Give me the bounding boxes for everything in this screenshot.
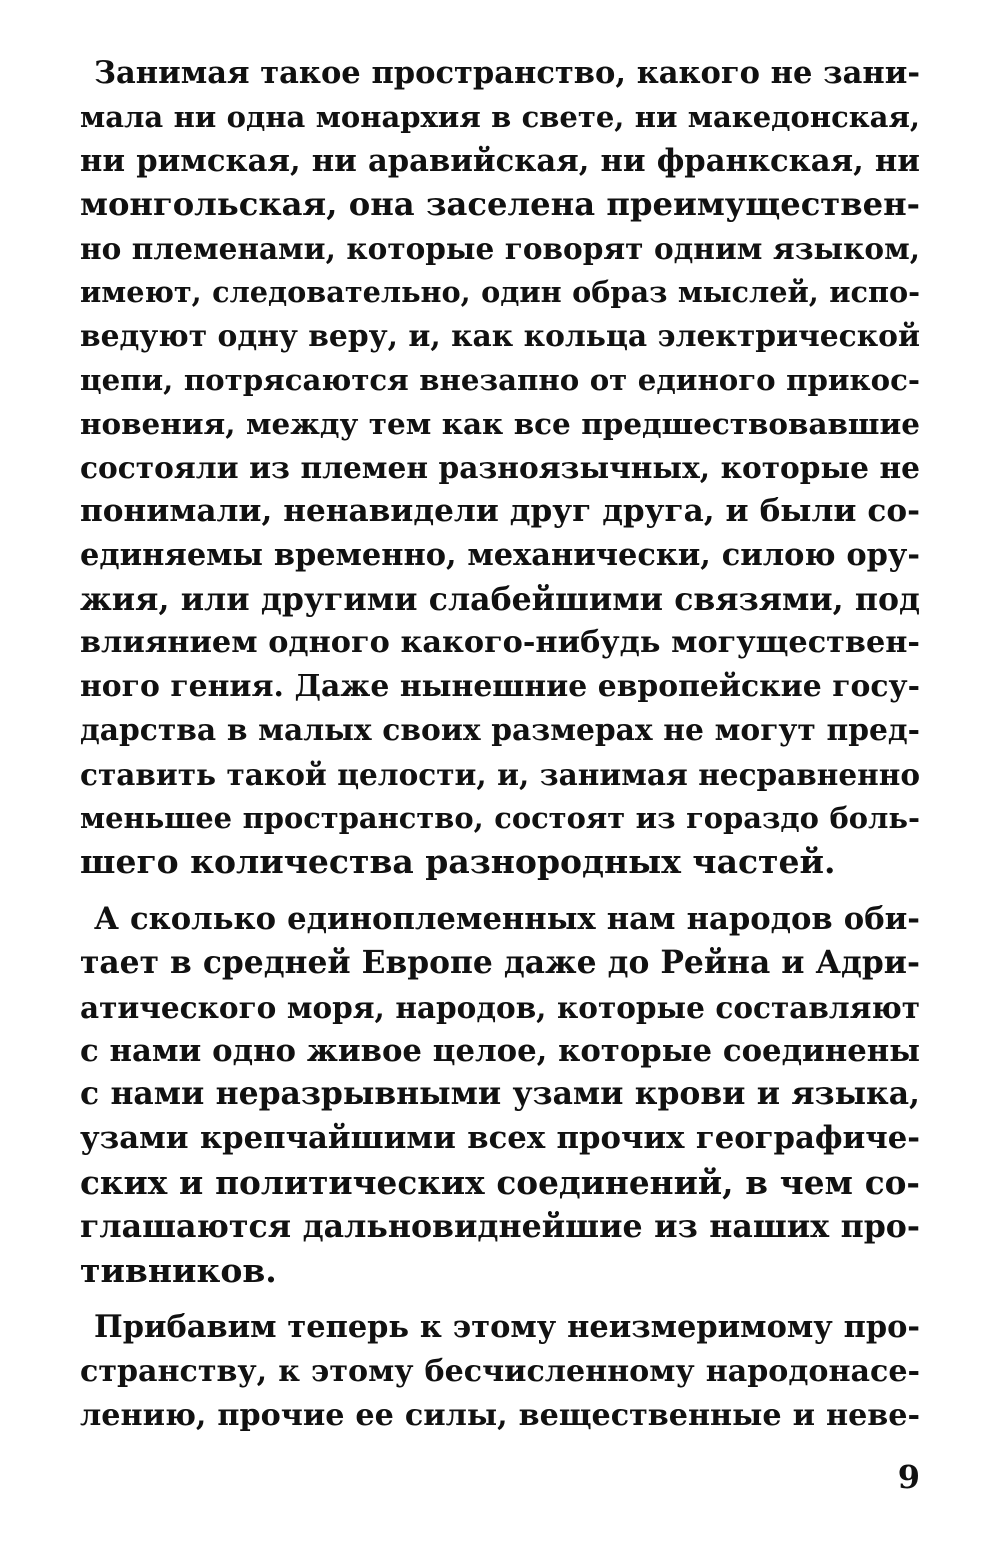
text-line: ни римская, ни аравийская, ни франкская, ни [80, 142, 920, 179]
paragraph-2 [80, 898, 920, 1292]
body-text [80, 52, 920, 1452]
text-line: имеют, следовательно, один образ мыслей, испо- [80, 274, 920, 309]
text-line: Прибавим теперь к этому неизмеримому про- [94, 1309, 920, 1346]
text-line: дарства в малых своих размерах не могут пред- [80, 712, 920, 748]
page-number: 9 [897, 1458, 920, 1496]
paragraph-3 [80, 1306, 920, 1437]
text-line: странству, к этому бесчисленному народонасе- [80, 1354, 920, 1390]
text-line: тает в средней Европе даже до Рейна и Адри- [80, 944, 920, 981]
text-line: влиянием одного какого-нибудь могуществен- [80, 625, 920, 661]
text-line: ских и политических соединений, в чем со- [80, 1162, 920, 1202]
text-line: лению, прочие ее силы, вещественные и неве- [80, 1397, 920, 1433]
text-line: шего количества разнородных частей. [80, 842, 836, 882]
text-line: новения, между тем как все предшествовавшие [80, 406, 920, 442]
text-line: понимали, ненавидели друг друга, и были со- [80, 492, 920, 529]
text-line: ставить такой целости, и, занимая несравненно [80, 756, 920, 792]
text-line: Занимая такое пространство, какого не зани- [94, 55, 920, 91]
text-line: но племенами, которые говорят одним языком, [80, 231, 920, 267]
text-line: меньшее пространство, состоят из гораздо боль- [80, 800, 920, 835]
text-line: состояли из племен разноязычных, которые не [80, 450, 920, 486]
text-line: тивников. [80, 1250, 277, 1290]
text-line: единяемы временно, механически, силою ору- [80, 536, 920, 573]
text-line: жия, или другими слабейшими связями, под [80, 580, 920, 618]
text-line: монгольская, она заселена преимуществен- [80, 185, 920, 224]
text-line: с нами одно живое целое, которые соединены [80, 1032, 920, 1069]
paragraph-1 [80, 52, 920, 884]
text-line: ведуют одну веру, и, как кольца электрической [80, 318, 920, 354]
text-line: атического моря, народов, которые составляют [80, 989, 920, 1025]
text-line: мала ни одна монархия в свете, ни македонская, [80, 99, 920, 134]
text-line: А сколько единоплеменных нам народов оби- [94, 901, 920, 938]
text-line: с нами неразрывными узами крови и языка, [80, 1076, 920, 1113]
text-line: ного гения. Даже нынешние европейские госу- [80, 669, 920, 705]
text-line: узами крепчайшими всех прочих географиче- [80, 1120, 920, 1157]
text-line: цепи, потрясаются внезапно от единого прикос- [80, 362, 920, 397]
text-line: глашаются дальновиднейшие из наших про- [80, 1207, 920, 1245]
